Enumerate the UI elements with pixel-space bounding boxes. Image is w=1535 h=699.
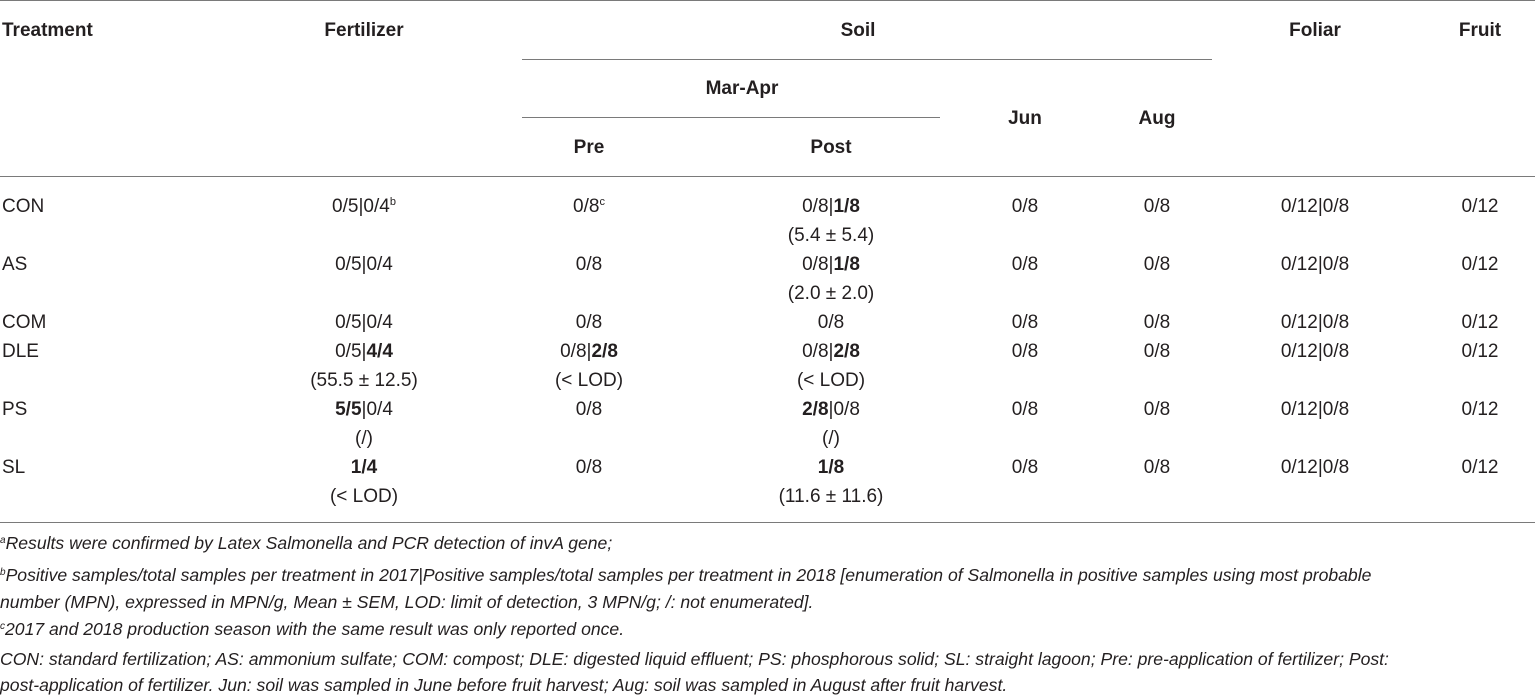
foliar-cell: 0/12|0/8: [1280, 457, 1350, 478]
table-bottom-rule: [0, 522, 1535, 523]
footnote-b-line2: number (MPN), expressed in MPN/g, Mean ± SEM, LOD: limit of detection, 3 MPN/g; /: not enumerated].: [0, 592, 814, 612]
pre-cell: 0/8: [575, 312, 603, 333]
fruit-cell: 0/12: [1461, 254, 1499, 275]
header-treatment: Treatment: [2, 20, 93, 41]
fruit-cell: 0/12: [1461, 457, 1499, 478]
aug-cell: 0/8: [1143, 196, 1171, 217]
aug-cell: 0/8: [1143, 312, 1171, 333]
foliar-cell: 0/12|0/8: [1280, 196, 1350, 217]
fert-sub-value: (55.5 ± 12.5): [310, 370, 418, 391]
foliar-cell: 0/12|0/8: [1280, 254, 1350, 275]
foliar-cell: 0/12|0/8: [1280, 312, 1350, 333]
jun-cell: 0/8: [1011, 399, 1039, 420]
jun-cell: 0/8: [1011, 312, 1039, 333]
soil-rule: [522, 59, 1212, 60]
aug-cell: 0/8: [1143, 457, 1171, 478]
fruit-cell: 0/12: [1461, 341, 1499, 362]
jun-cell: 0/8: [1011, 341, 1039, 362]
header-fertilizer: Fertilizer: [324, 20, 404, 41]
fert-cell: 0/5|0/4$^b$: [332, 196, 396, 217]
header-jun: Jun: [1008, 108, 1042, 129]
fert-cell: 0/5|0/4: [335, 312, 393, 333]
footnote-b-line1: $^b$Positive samples/total samples per treatment in 2017|Positive samples/total samples per treatment in 2018 [enumeration of Salmonella in positive samples using most probable: [0, 565, 1372, 585]
post-sub-value: (5.4 ± 5.4): [787, 225, 875, 246]
pre-cell: 0/8: [575, 399, 603, 420]
jun-cell: 0/8: [1011, 254, 1039, 275]
foliar-cell: 0/12|0/8: [1280, 341, 1350, 362]
header-aug: Aug: [1138, 108, 1176, 129]
fert-sub-value: (< LOD): [329, 486, 399, 507]
treatment-cell: CON: [2, 196, 45, 217]
fert-cell: 5/5|0/4: [335, 399, 393, 420]
jun-cell: 0/8: [1011, 196, 1039, 217]
post-cell: 0/8|1/8: [802, 196, 860, 217]
post-cell: 0/8: [817, 312, 845, 333]
header-pre: Pre: [573, 137, 605, 158]
post-cell: 0/8|2/8: [802, 341, 860, 362]
fert-cell: 0/5|4/4: [335, 341, 393, 362]
footnote-abbreviations-line1: CON: standard fertilization; AS: ammonium sulfate; COM: compost; DLE: digested liquid effluent; PS: phosphorous solid; SL: straight lagoon; Pre: pre-application of fertilizer; Post:: [0, 649, 1389, 669]
footnote-a: $^a$Results were confirmed by Latex Salmonella and PCR detection of invA gene;: [0, 533, 613, 553]
top-rule: [0, 0, 1535, 1]
pre-cell: 0/8: [575, 254, 603, 275]
jun-cell: 0/8: [1011, 457, 1039, 478]
foliar-cell: 0/12|0/8: [1280, 399, 1350, 420]
pre-sub-value: (< LOD): [554, 370, 624, 391]
fert-cell: 0/5|0/4: [335, 254, 393, 275]
pre-cell: 0/8: [575, 457, 603, 478]
treatment-cell: PS: [2, 399, 28, 420]
aug-cell: 0/8: [1143, 254, 1171, 275]
pre-cell: 0/8|2/8: [560, 341, 618, 362]
fruit-cell: 0/12: [1461, 196, 1499, 217]
header-foliar: Foliar: [1289, 20, 1341, 41]
treatment-cell: COM: [2, 312, 47, 333]
treatment-cell: AS: [2, 254, 28, 275]
post-sub-value: (2.0 ± 2.0): [787, 283, 875, 304]
post-cell: 0/8|1/8: [802, 254, 860, 275]
fruit-cell: 0/12: [1461, 312, 1499, 333]
header-bottom-rule: [0, 176, 1535, 177]
aug-cell: 0/8: [1143, 341, 1171, 362]
header-fruit: Fruit: [1458, 20, 1502, 41]
header-soil: Soil: [840, 20, 876, 41]
fruit-cell: 0/12: [1461, 399, 1499, 420]
treatment-cell: DLE: [2, 341, 39, 362]
post-sub-value: (< LOD): [796, 370, 866, 391]
footnote-c: $^c$2017 and 2018 production season with the same result was only reported once.: [0, 619, 625, 639]
pre-cell: 0/8$^c$: [573, 196, 605, 217]
fert-cell: 1/4: [350, 457, 378, 478]
mar-apr-rule: [522, 117, 940, 118]
header-post: Post: [810, 137, 852, 158]
post-sub-value: (11.6 ± 11.6): [778, 486, 884, 507]
post-cell: 2/8|0/8: [802, 399, 860, 420]
treatment-cell: SL: [2, 457, 26, 478]
header-mar-apr: Mar-Apr: [705, 78, 779, 99]
aug-cell: 0/8: [1143, 399, 1171, 420]
fert-sub-value: (/): [355, 428, 373, 449]
post-sub-value: (/): [822, 428, 840, 449]
post-cell: 1/8: [817, 457, 845, 478]
footnote-abbreviations-line2: post-application of fertilizer. Jun: soil was sampled in June before fruit harvest; Aug: soil was sampled in August after fruit harvest.: [0, 675, 1008, 695]
